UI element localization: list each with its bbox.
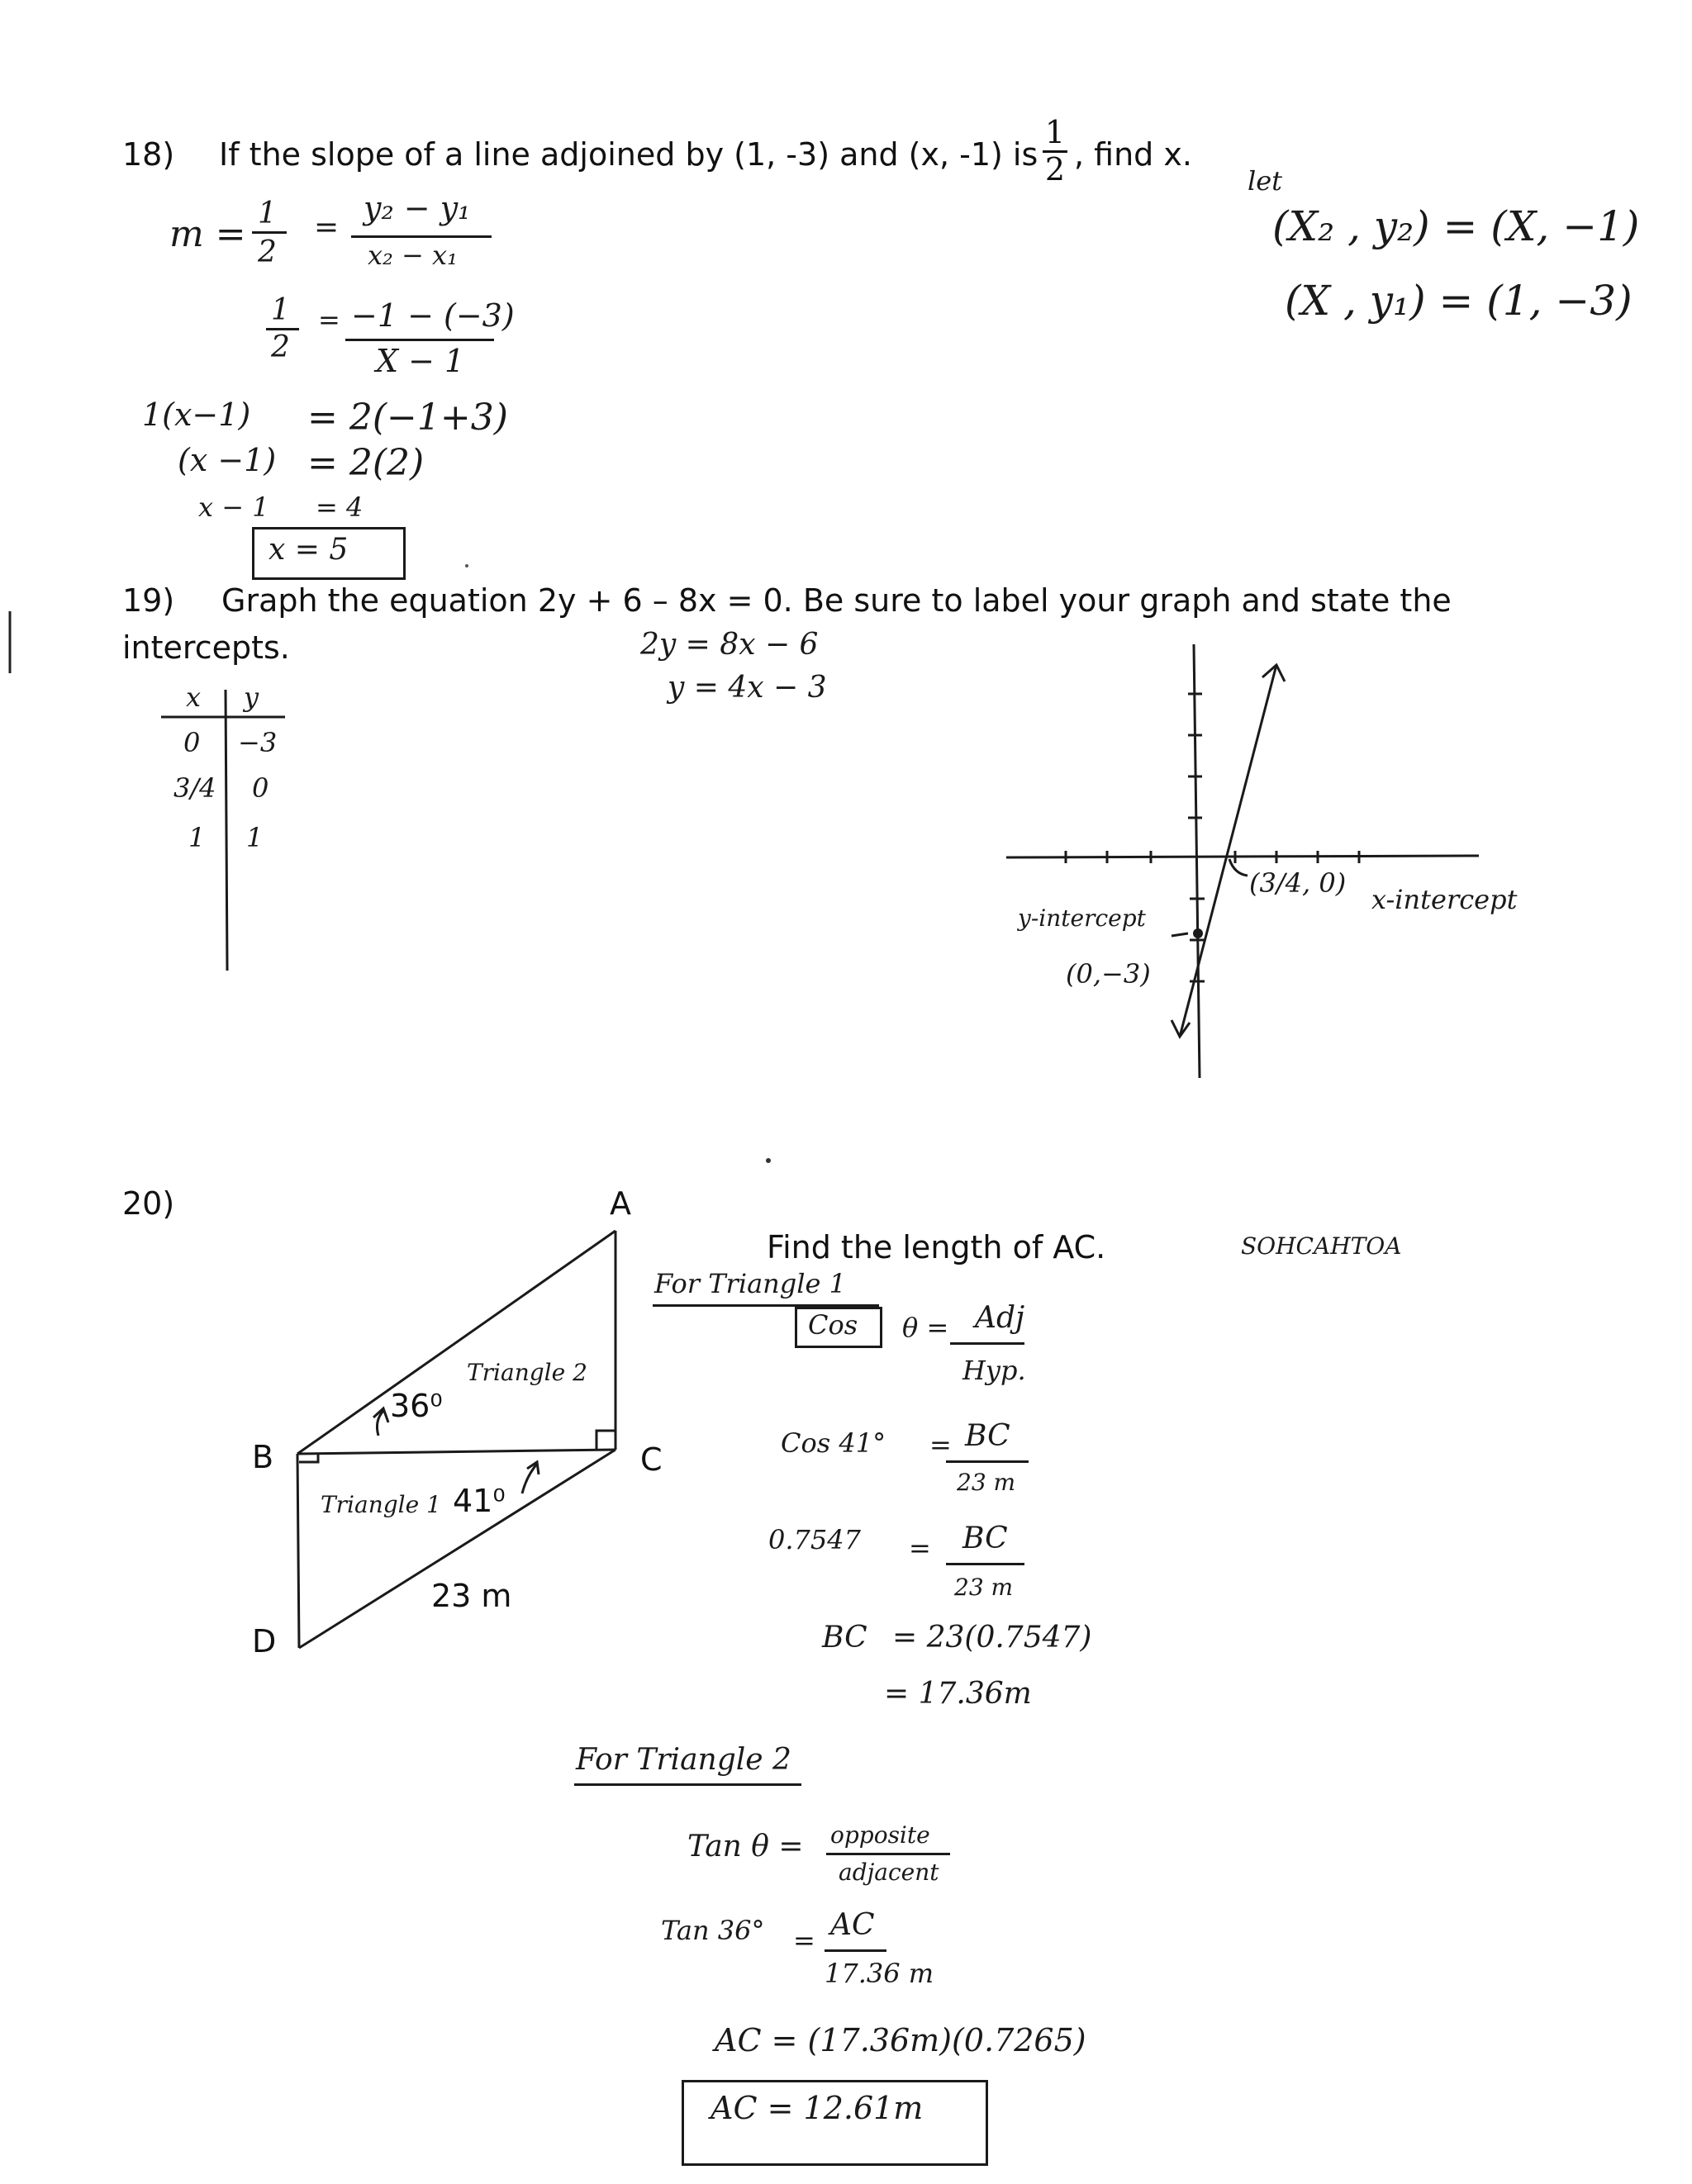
q18-sub-den: X − 1 — [376, 343, 465, 379]
x-intercept-label: x-intercept — [1371, 884, 1518, 915]
y-intercept-pointer — [1172, 933, 1188, 936]
table-row-0-x: 0 — [183, 727, 201, 758]
y-intercept-point: (0,−3) — [1066, 958, 1151, 990]
t1-adj: Adj — [975, 1301, 1025, 1335]
q19-eq2: y = 4x − 3 — [668, 671, 827, 705]
t2-heading: For Triangle 2 — [574, 1743, 801, 1786]
vertex-D: D — [252, 1623, 277, 1659]
t2-tan36: Tan 36° — [661, 1915, 765, 1946]
triangle-2-label: Triangle 2 — [467, 1359, 587, 1386]
arrow-head-bottom — [1172, 1020, 1190, 1037]
q18-let-label: let — [1248, 165, 1283, 197]
table-row-1-x: 3/4 — [173, 772, 216, 804]
y-axis — [1194, 644, 1200, 1078]
t2-answer: AC = 12.61m — [711, 2090, 924, 2126]
side-BD — [297, 1454, 299, 1648]
side-DC — [299, 1450, 615, 1648]
t1-bc: BC — [965, 1419, 1010, 1453]
t1-23m: 23 m — [957, 1469, 1016, 1496]
q18-slope-den: x₂ − x₁ — [368, 240, 458, 271]
vertex-A: A — [610, 1185, 631, 1222]
q18-step4-right: = 2(2) — [307, 442, 425, 484]
q18-m-label: m = — [169, 213, 246, 255]
table-row-2-x: 1 — [188, 822, 206, 853]
q18-step3-left: 1(x−1) — [142, 396, 251, 433]
q18-eq2: = — [318, 304, 340, 335]
q18-step5-right: = 4 — [316, 491, 364, 523]
t2-opp-adj-bar — [826, 1853, 950, 1855]
t2-1736: 17.36 m — [825, 1958, 934, 1989]
table-row-1-y: 0 — [252, 772, 269, 804]
x-intercept-pointer — [1229, 859, 1248, 876]
t1-hyp: Hyp. — [962, 1355, 1026, 1386]
mnemonic: SOHCAHTOA — [1241, 1232, 1402, 1260]
t1-eq2: = — [909, 1532, 931, 1564]
q18-step5-left: x − 1 — [198, 491, 269, 523]
graph — [1006, 644, 1479, 1078]
side-BA — [297, 1231, 615, 1454]
x-axis — [1006, 856, 1479, 857]
side-BD-label: 23 m — [431, 1578, 512, 1614]
stray-dot — [465, 564, 468, 567]
y-intercept-dot — [1193, 928, 1203, 938]
q18-number: 18) — [122, 136, 175, 173]
q19-text-line1: Graph the equation 2y + 6 – 8x = 0. Be sure to label your graph and state the — [221, 582, 1452, 619]
q18-half-bar — [252, 231, 287, 234]
q18-fraction — [1043, 116, 1067, 186]
q18-step4-left: (x −1) — [178, 442, 277, 478]
table-row-0-y: −3 — [238, 727, 278, 758]
q18-half-num: 1 — [258, 197, 277, 230]
t1-bc-bar — [946, 1460, 1029, 1463]
t1-adj-hyp-bar — [950, 1342, 1024, 1345]
t1-cos: Cos — [808, 1309, 858, 1341]
t2-eq: = — [793, 1925, 815, 1956]
q18-eq1: = — [314, 211, 340, 245]
q20-number: 20) — [122, 1185, 175, 1222]
q18-text: If the slope of a line adjoined by (1, -3) and (x, -1) is — [219, 136, 1038, 173]
q18-half2-den: 2 — [271, 330, 290, 364]
q18-fraction-num: 1 — [1044, 114, 1066, 150]
q18-answer: x = 5 — [269, 533, 349, 567]
t2-ac-bar — [825, 1949, 886, 1952]
q18-sub-num: −1 − (−3) — [351, 297, 515, 334]
y-intercept-label: y-intercept — [1018, 904, 1146, 932]
q18-text-after: , find x. — [1074, 136, 1192, 173]
table-header-x: x — [186, 681, 202, 713]
t2-adjacent: adjacent — [839, 1859, 939, 1886]
t1-value: 0.7547 — [768, 1524, 861, 1555]
triangle-1-label: Triangle 1 — [321, 1491, 441, 1518]
q19-number: 19) — [122, 582, 175, 619]
q19-eq1: 2y = 8x − 6 — [640, 628, 819, 662]
t2-tan: Tan θ = — [687, 1830, 804, 1864]
q18-fraction-den: 2 — [1043, 150, 1067, 186]
angle-41-label: 41⁰ — [453, 1483, 506, 1519]
table-divider — [226, 690, 227, 971]
t2-ac: AC — [830, 1908, 875, 1942]
q20-prompt: Find the length of AC. — [767, 1229, 1106, 1265]
q18-half-den: 2 — [258, 235, 277, 269]
table-header-y: y — [244, 681, 259, 713]
q18-half2-num: 1 — [271, 293, 290, 327]
right-angle-C — [596, 1431, 615, 1450]
q18-let-line1: (X₂ , y₂) = (X, −1) — [1272, 202, 1640, 250]
t1-bc2-bar — [946, 1563, 1024, 1565]
t1-bc-eq-left: BC — [822, 1621, 867, 1655]
t1-cos41: Cos 41° — [781, 1427, 886, 1459]
t1-heading: For Triangle 1 — [653, 1268, 879, 1307]
t1-eq1: = — [929, 1429, 952, 1460]
q18-sub-bar — [345, 339, 494, 341]
t1-theta-eq: θ = — [902, 1312, 949, 1343]
t2-calc: AC = (17.36m)(0.7265) — [715, 2022, 1086, 2058]
stray-dot — [766, 1158, 771, 1163]
q18-slope-bar — [351, 235, 492, 238]
t1-bc2: BC — [962, 1522, 1008, 1555]
angle-36-label: 36⁰ — [390, 1388, 443, 1424]
q19-text-line2: intercepts. — [122, 629, 290, 666]
diagonal-BC — [297, 1450, 615, 1454]
table-row-2-y: 1 — [246, 822, 264, 853]
q18-slope-num: y₂ − y₁ — [364, 190, 471, 226]
t1-bc-eq-right: = 23(0.7547) — [892, 1621, 1092, 1655]
q18-step3-right: = 2(−1+3) — [307, 396, 508, 439]
q18-let-line2: (X , y₁) = (1, −3) — [1285, 277, 1633, 325]
vertex-C: C — [640, 1441, 663, 1478]
right-angle-B — [299, 1454, 318, 1462]
x-intercept-point: (3/4, 0) — [1249, 867, 1347, 899]
t2-opposite: opposite — [830, 1821, 930, 1849]
vertex-B: B — [252, 1439, 274, 1475]
t1-result: = 17.36m — [884, 1677, 1032, 1711]
t1-23m2: 23 m — [954, 1574, 1014, 1601]
